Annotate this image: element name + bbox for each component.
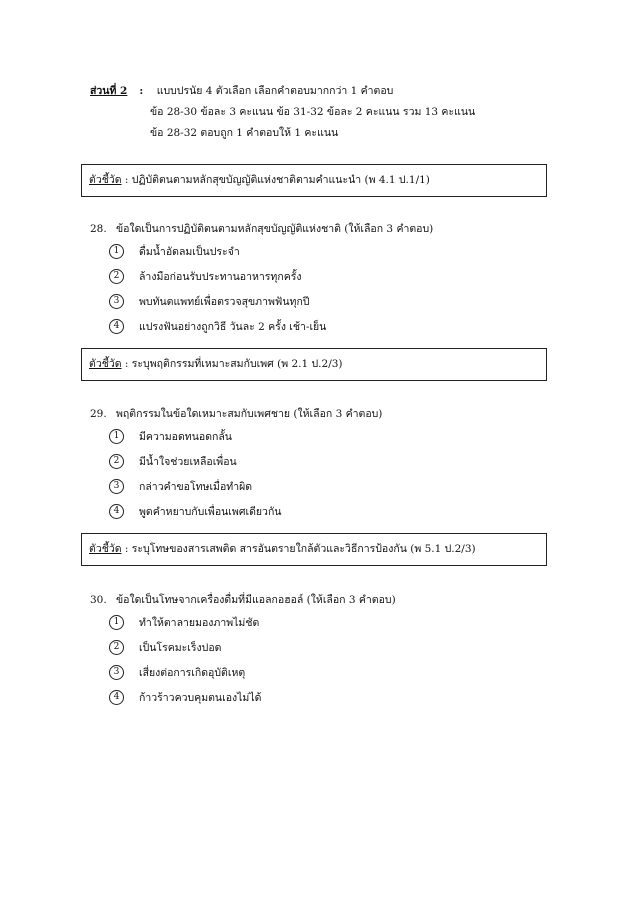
question-number: 28. xyxy=(90,223,107,235)
indicator-text: : ระบุพฤติกรรมที่เหมาะสมกับเพศ (พ 2.1 ป.2/3) xyxy=(121,358,343,370)
question-number: 29. xyxy=(90,408,107,420)
option-text: กล่าวคำขอโทษเมื่อทำผิด xyxy=(139,481,253,493)
option-circle-marker[interactable]: 1 xyxy=(109,429,124,444)
option-item[interactable] xyxy=(90,686,560,711)
option-item[interactable] xyxy=(90,290,560,315)
section-header xyxy=(90,81,570,144)
option-text: ทำให้ตาลายมองภาพไม่ชัด xyxy=(139,617,260,629)
option-text: มีน้ำใจช่วยเหลือเพื่อน xyxy=(139,456,237,468)
option-text: มีความอดทนอดกลั้น xyxy=(139,431,232,443)
option-item[interactable] xyxy=(90,500,560,525)
option-text: ล้างมือก่อนรับประทานอาหารทุกครั้ง xyxy=(139,271,302,283)
question-28 xyxy=(90,218,560,340)
option-text: แปรงฟันอย่างถูกวิธี วันละ 2 ครั้ง เช้า-เย็น xyxy=(139,321,327,333)
option-circle-marker[interactable]: 3 xyxy=(109,479,124,494)
option-item[interactable] xyxy=(90,315,560,340)
option-text: พูดคำหยาบกับเพื่อนเพศเดียวกัน xyxy=(139,506,282,518)
indicator-label: ตัวชี้วัด xyxy=(89,174,122,186)
option-item[interactable] xyxy=(90,636,560,661)
option-circle-marker[interactable]: 2 xyxy=(109,269,124,284)
option-circle-marker[interactable]: 3 xyxy=(109,294,124,309)
question-stem xyxy=(90,403,560,425)
option-item[interactable] xyxy=(90,450,560,475)
option-circle-marker[interactable]: 1 xyxy=(109,615,124,630)
option-item[interactable] xyxy=(90,265,560,290)
option-text: ก้าวร้าวควบคุมตนเองไม่ได้ xyxy=(139,692,262,704)
question-stem xyxy=(90,589,560,611)
indicator-label: ตัวชี้วัด xyxy=(89,543,122,555)
option-item[interactable] xyxy=(90,475,560,500)
option-circle-marker[interactable]: 2 xyxy=(109,640,124,655)
option-circle-marker[interactable]: 4 xyxy=(109,690,124,705)
section-colon: : xyxy=(139,85,144,97)
indicator-text: : ระบุโทษของสารเสพติด สารอันตรายใกล้ตัวและวิธีการป้องกัน (พ 5.1 ป.2/3) xyxy=(121,543,476,555)
option-circle-marker[interactable]: 3 xyxy=(109,665,124,680)
section-label: ส่วนที่ 2 xyxy=(90,85,128,97)
indicator-box xyxy=(81,164,547,197)
section-instruction-1: แบบปรนัย 4 ตัวเลือก เลือกคำตอบมากกว่า 1 คำตอบ xyxy=(156,85,394,97)
question-text: ข้อใดเป็นโทษจากเครื่องดื่มที่มีแอลกอฮอล์ (ให้เลือก 3 คำตอบ) xyxy=(116,594,396,606)
question-stem xyxy=(90,218,560,240)
section-header-line-1 xyxy=(90,81,570,102)
option-circle-marker[interactable]: 4 xyxy=(109,319,124,334)
section-instruction-3: ข้อ 28-32 ตอบถูก 1 คำตอบให้ 1 คะแนน xyxy=(150,127,339,139)
option-text: พบทันตแพทย์เพื่อตรวจสุขภาพฟันทุกปี xyxy=(139,296,310,308)
option-circle-marker[interactable]: 1 xyxy=(109,244,124,259)
indicator-text: : ปฏิบัติตนตามหลักสุขบัญญัติแห่งชาติตามคำแนะนำ (พ 4.1 ป.1/1) xyxy=(121,174,430,186)
indicator-box xyxy=(81,348,547,381)
option-item[interactable] xyxy=(90,425,560,450)
option-text: เสี่ยงต่อการเกิดอุบัติเหตุ xyxy=(139,667,246,679)
question-30 xyxy=(90,589,560,711)
question-number: 30. xyxy=(90,594,107,606)
option-item[interactable] xyxy=(90,661,560,686)
option-item[interactable] xyxy=(90,611,560,636)
indicator-box xyxy=(81,533,547,566)
question-text: ข้อใดเป็นการปฏิบัติตนตามหลักสุขบัญญัติแห่งชาติ (ให้เลือก 3 คำตอบ) xyxy=(116,223,434,235)
option-item[interactable] xyxy=(90,240,560,265)
question-text: พฤติกรรมในข้อใดเหมาะสมกับเพศชาย (ให้เลือก 3 คำตอบ) xyxy=(116,408,383,420)
option-text: เป็นโรคมะเร็งปอด xyxy=(139,642,222,654)
option-text: ดื่มน้ำอัดลมเป็นประจำ xyxy=(139,246,240,258)
question-29 xyxy=(90,403,560,525)
section-instruction-2: ข้อ 28-30 ข้อละ 3 คะแนน ข้อ 31-32 ข้อละ 2 คะแนน รวม 13 คะแนน xyxy=(150,106,476,118)
indicator-label: ตัวชี้วัด xyxy=(89,358,122,370)
option-circle-marker[interactable]: 2 xyxy=(109,454,124,469)
option-circle-marker[interactable]: 4 xyxy=(109,504,124,519)
